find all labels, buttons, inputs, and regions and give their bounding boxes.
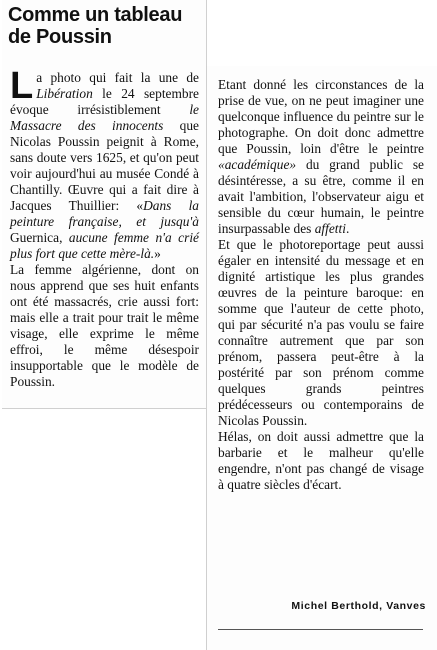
paragraph-4: Et que le photoreportage peut aussi égaler en intensité du message et en dignité artistique les plus grandes œuvres de la peinture baroque: en somme que l'auteur de cette photo, qui par sécurité n'a pas voulu se faire connaître autrement que par son prénom, passera peut-être à la postérité par son prénom comme quelques grands peintres prédécesseurs ou contemporains de Nicolas Poussin. — [218, 237, 424, 428]
article-headline — [8, 4, 204, 48]
left-column — [10, 65, 199, 390]
headline-line-2: de Poussin — [8, 26, 112, 48]
bottom-rule — [218, 629, 423, 630]
paragraph-1: La photo qui fait la une de Libération le 24 septembre évoque irrésistiblement le Massacre des innocents que Nicolas Poussin peignit à Rome, sans doute vers 1625, et qu'on peut voir aujourd'hui au musée Condé à Chantilly. Œuvre qui a fait dire à Jacques Thuillier: «Dans la peinture française, et jusqu'à Guernica, aucune femme n'a crié plus fort que cette mère-là.» — [10, 65, 199, 261]
headline-line-1: Comme un tableau — [8, 4, 183, 26]
author-signature: Michel Berthold, Vanves — [291, 600, 426, 612]
right-clipping — [206, 66, 437, 650]
paragraph-3: Etant donné les circonstances de la prise de vue, on ne peut imaginer une quelconque influence du peintre sur le photographe. On doit donc admettre que Poussin, loin d'être le peintre «académique» du grand public se désintéresse, a su être, comme il en avait l'ambition, l'observateur aigu et sensible du cœur humain, le peintre insurpassable des affetti. — [218, 77, 424, 236]
left-clipping — [2, 0, 207, 409]
right-column — [218, 77, 424, 493]
paragraph-2: La femme algérienne, dont on nous apprend que ses huit enfants ont été massacrés, crie aussi fort: mais elle a trait pour trait le même visage, elle exprime le même effroi, le même désespoir insupportable que le modèle de Poussin. — [10, 262, 199, 389]
drop-cap: L — [10, 65, 34, 107]
paragraph-5: Hélas, on doit aussi admettre que la barbarie et le malheur qu'elle engendre, n'ont pas changé de visage à quatre siècles d'écart. — [218, 429, 424, 492]
